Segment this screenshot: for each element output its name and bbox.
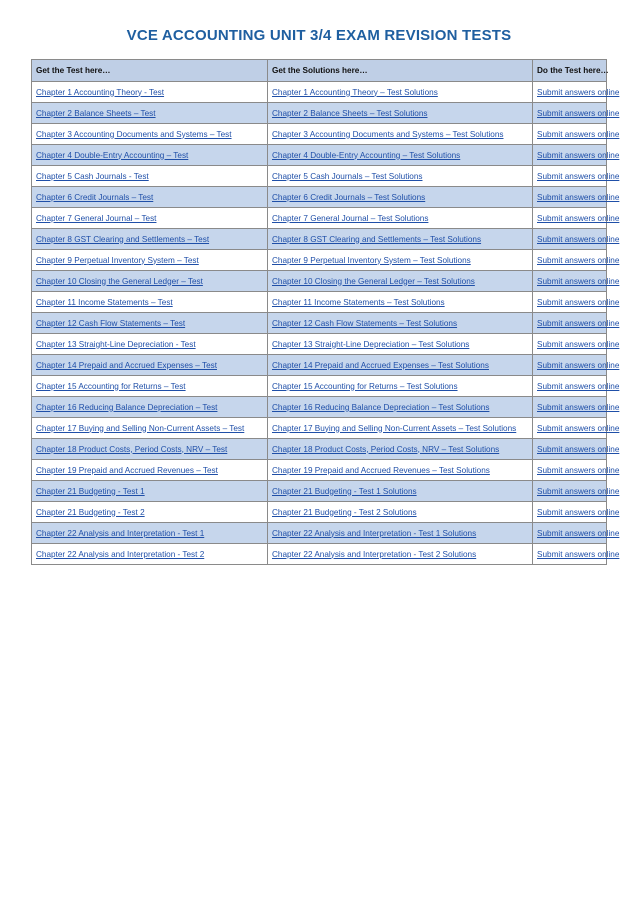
table-row (32, 544, 607, 565)
table-row (32, 334, 607, 355)
table-cell (268, 82, 533, 103)
solution-link[interactable]: Chapter 13 Straight-Line Depreciation – Test Solutions (272, 339, 470, 349)
test-link[interactable]: Chapter 11 Income Statements – Test (36, 297, 173, 307)
table-cell (533, 439, 620, 460)
solution-link[interactable]: Chapter 4 Double-Entry Accounting – Test Solutions (272, 150, 461, 160)
table-cell (32, 397, 268, 418)
test-link[interactable]: Chapter 12 Cash Flow Statements – Test (36, 318, 186, 328)
table-cell (533, 544, 620, 565)
table-cell (533, 187, 620, 208)
table-row (32, 166, 607, 187)
test-link[interactable]: Chapter 21 Budgeting - Test 1 (36, 486, 145, 496)
test-link[interactable]: Chapter 10 Closing the General Ledger – Test (36, 276, 203, 286)
table-cell (268, 376, 533, 397)
table-cell (32, 82, 268, 103)
table-cell (32, 544, 268, 565)
solution-link[interactable]: Chapter 2 Balance Sheets – Test Solutions (272, 108, 428, 118)
table-cell (533, 313, 620, 334)
table-row (32, 418, 607, 439)
table-cell (32, 208, 268, 229)
submit-answers-link[interactable]: Submit answers online (537, 360, 620, 370)
table-cell (32, 376, 268, 397)
table-row (32, 145, 607, 166)
solution-link[interactable]: Chapter 6 Credit Journals – Test Solutions (272, 192, 426, 202)
solution-link[interactable]: Chapter 16 Reducing Balance Depreciation – Test Solutions (272, 402, 490, 412)
table-row (32, 124, 607, 145)
table-cell (533, 229, 620, 250)
solution-link[interactable]: Chapter 22 Analysis and Interpretation - Test 1 Solutions (272, 528, 477, 538)
table-cell (533, 250, 620, 271)
test-link[interactable]: Chapter 17 Buying and Selling Non-Current Assets – Test (36, 423, 245, 433)
table-cell (268, 271, 533, 292)
table-cell (268, 355, 533, 376)
table-cell (32, 439, 268, 460)
table-cell (268, 334, 533, 355)
solution-link[interactable]: Chapter 17 Buying and Selling Non-Current Assets – Test Solutions (272, 423, 517, 433)
submit-answers-link[interactable]: Submit answers online (537, 402, 620, 412)
column-header-test: Get the Test here… (32, 60, 268, 82)
submit-answers-link[interactable]: Submit answers online (537, 276, 620, 286)
submit-answers-link[interactable]: Submit answers online (537, 507, 620, 517)
test-link[interactable]: Chapter 13 Straight-Line Depreciation - Test (36, 339, 196, 349)
table-cell (268, 187, 533, 208)
solution-link[interactable]: Chapter 9 Perpetual Inventory System – Test Solutions (272, 255, 471, 265)
column-header-solutions: Get the Solutions here… (268, 60, 533, 82)
submit-answers-link[interactable]: Submit answers online (537, 528, 620, 538)
table-header-row (32, 60, 607, 82)
table-cell (32, 166, 268, 187)
table-cell (533, 292, 620, 313)
table-row (32, 355, 607, 376)
table-row (32, 481, 607, 502)
table-cell (268, 313, 533, 334)
table-cell (268, 229, 533, 250)
submit-answers-link[interactable]: Submit answers online (537, 87, 620, 97)
solution-link[interactable]: Chapter 22 Analysis and Interpretation - Test 2 Solutions (272, 549, 477, 559)
table-cell (32, 103, 268, 124)
page-title: VCE ACCOUNTING UNIT 3/4 EXAM REVISION TESTS (126, 27, 512, 44)
table-cell (268, 292, 533, 313)
solution-link[interactable]: Chapter 18 Product Costs, Period Costs, NRV – Test Solutions (272, 444, 500, 454)
solution-link[interactable]: Chapter 8 GST Clearing and Settlements – Test Solutions (272, 234, 482, 244)
submit-answers-link[interactable]: Submit answers online (537, 129, 620, 139)
table-row (32, 502, 607, 523)
submit-answers-link[interactable]: Submit answers online (537, 381, 620, 391)
table-cell (32, 313, 268, 334)
table-row (32, 187, 607, 208)
submit-answers-link[interactable]: Submit answers online (537, 444, 620, 454)
table-cell (32, 250, 268, 271)
solution-link[interactable]: Chapter 21 Budgeting - Test 2 Solutions (272, 507, 417, 517)
submit-answers-link[interactable]: Submit answers online (537, 297, 620, 307)
table-cell (268, 460, 533, 481)
table-cell (268, 103, 533, 124)
table-cell (268, 208, 533, 229)
submit-answers-link[interactable]: Submit answers online (537, 549, 620, 559)
solution-link[interactable]: Chapter 12 Cash Flow Statements – Test Solutions (272, 318, 458, 328)
table-cell (268, 544, 533, 565)
table-cell (32, 229, 268, 250)
table-row (32, 103, 607, 124)
test-link[interactable]: Chapter 19 Prepaid and Accrued Revenues – Test (36, 465, 218, 475)
solution-link[interactable]: Chapter 1 Accounting Theory – Test Solutions (272, 87, 438, 97)
table-row (32, 313, 607, 334)
table-cell (268, 250, 533, 271)
test-link[interactable]: Chapter 18 Product Costs, Period Costs, NRV – Test (36, 444, 228, 454)
table-cell (268, 502, 533, 523)
table-row (32, 229, 607, 250)
test-link[interactable]: Chapter 7 General Journal – Test (36, 213, 157, 223)
test-link[interactable]: Chapter 5 Cash Journals - Test (36, 171, 149, 181)
submit-answers-link[interactable]: Submit answers online (537, 108, 620, 118)
test-link[interactable]: Chapter 8 GST Clearing and Settlements – Test (36, 234, 210, 244)
table-cell (32, 502, 268, 523)
solution-link[interactable]: Chapter 7 General Journal – Test Solutions (272, 213, 429, 223)
table-cell (533, 82, 620, 103)
table-cell (32, 523, 268, 544)
revision-tests-table (31, 59, 620, 565)
solution-link[interactable]: Chapter 15 Accounting for Returns – Test Solutions (272, 381, 458, 391)
test-link[interactable]: Chapter 1 Accounting Theory - Test (36, 87, 165, 97)
table-cell (533, 208, 620, 229)
solution-link[interactable]: Chapter 14 Prepaid and Accrued Expenses – Test Solutions (272, 360, 489, 370)
table-body (32, 82, 620, 565)
table-cell (533, 502, 620, 523)
table-cell (32, 355, 268, 376)
submit-answers-link[interactable]: Submit answers online (537, 213, 620, 223)
column-header-do-test: Do the Test here… (533, 60, 607, 82)
table-cell (268, 397, 533, 418)
test-link[interactable]: Chapter 14 Prepaid and Accrued Expenses – Test (36, 360, 217, 370)
test-link[interactable]: Chapter 6 Credit Journals – Test (36, 192, 154, 202)
table-cell (533, 523, 620, 544)
table-cell (32, 145, 268, 166)
test-link[interactable]: Chapter 21 Budgeting - Test 2 (36, 507, 145, 517)
solution-link[interactable]: Chapter 21 Budgeting - Test 1 Solutions (272, 486, 417, 496)
table-cell (32, 334, 268, 355)
table-row (32, 439, 607, 460)
submit-answers-link[interactable]: Submit answers online (537, 465, 620, 475)
solution-link[interactable]: Chapter 10 Closing the General Ledger – Test Solutions (272, 276, 475, 286)
table-cell (268, 166, 533, 187)
table-cell (268, 481, 533, 502)
table-cell (268, 418, 533, 439)
table-row (32, 523, 607, 544)
test-link[interactable]: Chapter 2 Balance Sheets – Test (36, 108, 156, 118)
test-link[interactable]: Chapter 22 Analysis and Interpretation - Test 1 (36, 528, 205, 538)
submit-answers-link[interactable]: Submit answers online (537, 486, 620, 496)
test-link[interactable]: Chapter 9 Perpetual Inventory System – Test (36, 255, 199, 265)
table-cell (533, 334, 620, 355)
test-link[interactable]: Chapter 16 Reducing Balance Depreciation – Test (36, 402, 218, 412)
table-row (32, 292, 607, 313)
table-cell (533, 397, 620, 418)
table-cell (533, 376, 620, 397)
table-cell (533, 103, 620, 124)
test-link[interactable]: Chapter 22 Analysis and Interpretation - Test 2 (36, 549, 205, 559)
table-cell (533, 355, 620, 376)
table-cell (533, 271, 620, 292)
submit-answers-link[interactable]: Submit answers online (537, 255, 620, 265)
table-cell (268, 124, 533, 145)
submit-answers-link[interactable]: Submit answers online (537, 171, 620, 181)
test-link[interactable]: Chapter 4 Double-Entry Accounting – Test (36, 150, 189, 160)
table-cell (32, 481, 268, 502)
table-cell (268, 439, 533, 460)
solution-link[interactable]: Chapter 5 Cash Journals – Test Solutions (272, 171, 423, 181)
table-cell (268, 145, 533, 166)
table-cell (32, 418, 268, 439)
table-cell (32, 292, 268, 313)
table-row (32, 460, 607, 481)
table-row (32, 82, 607, 103)
table-cell (32, 460, 268, 481)
table-cell (32, 271, 268, 292)
solution-link[interactable]: Chapter 19 Prepaid and Accrued Revenues – Test Solutions (272, 465, 490, 475)
table-cell (533, 166, 620, 187)
table-cell (268, 523, 533, 544)
solution-link[interactable]: Chapter 11 Income Statements – Test Solutions (272, 297, 445, 307)
table-cell (533, 418, 620, 439)
table-row (32, 208, 607, 229)
submit-answers-link[interactable]: Submit answers online (537, 423, 620, 433)
table-row (32, 397, 607, 418)
table-cell (533, 460, 620, 481)
submit-answers-link[interactable]: Submit answers online (537, 318, 620, 328)
test-link[interactable]: Chapter 15 Accounting for Returns – Test (36, 381, 186, 391)
submit-answers-link[interactable]: Submit answers online (537, 192, 620, 202)
submit-answers-link[interactable]: Submit answers online (537, 234, 620, 244)
table-row (32, 271, 607, 292)
table-cell (32, 124, 268, 145)
table-cell (533, 145, 620, 166)
submit-answers-link[interactable]: Submit answers online (537, 339, 620, 349)
table-row (32, 250, 607, 271)
submit-answers-link[interactable]: Submit answers online (537, 150, 620, 160)
table-cell (533, 481, 620, 502)
solution-link[interactable]: Chapter 3 Accounting Documents and Systems – Test Solutions (272, 129, 504, 139)
table-row (32, 376, 607, 397)
table-cell (533, 124, 620, 145)
table-cell (32, 187, 268, 208)
test-link[interactable]: Chapter 3 Accounting Documents and Systems – Test (36, 129, 232, 139)
